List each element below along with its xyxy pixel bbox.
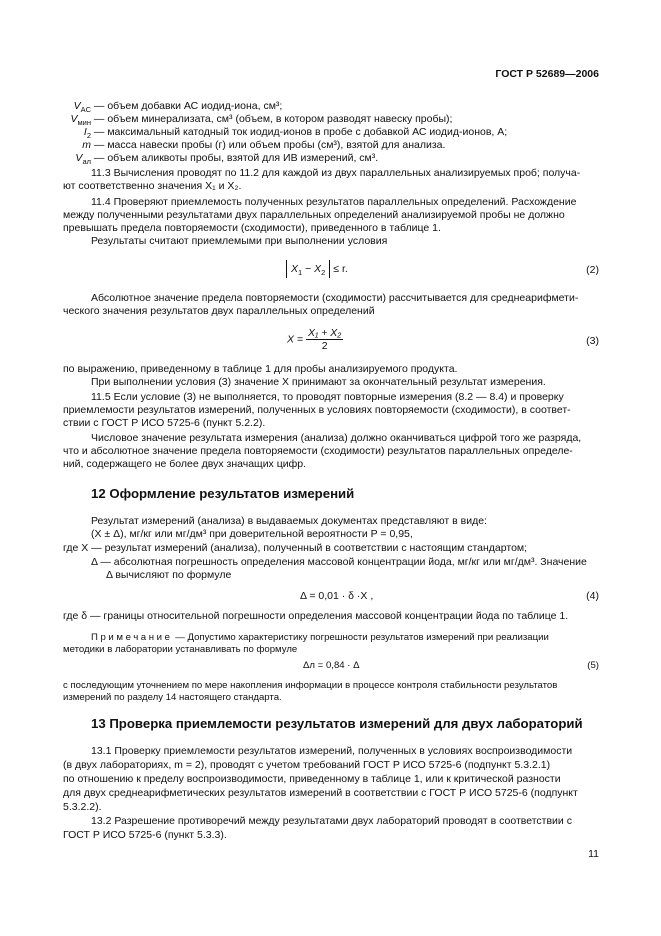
paragraph-11-4-line: между полученными результатами двух параллельных определений анализируемой пробы не должно bbox=[63, 209, 565, 221]
numeric-value-line: Числовое значение результата измерения (анализа) должно оканчиваться цифрой того же разряда, bbox=[91, 432, 582, 444]
definition-row bbox=[63, 113, 452, 127]
equation-5-number: (5) bbox=[587, 660, 599, 671]
definition-row bbox=[63, 139, 445, 153]
definition-symbol: $I_2$ bbox=[83, 126, 91, 141]
paragraph-11-4-line: 11.4 Проверяют приемлемость полученных результатов параллельных определений. Расхождение bbox=[91, 196, 577, 208]
numeric-value-line: что и абсолютное значение предела повторяемости (сходимости) результатов параллельных определе- bbox=[63, 445, 573, 457]
paragraph-13-2-line: ГОСТ Р ИСО 5725-6 (пункт 5.3.3). bbox=[63, 829, 227, 841]
definition-symbol: $V_{мин}$ bbox=[70, 113, 91, 128]
definition-row bbox=[63, 126, 507, 140]
equation-2: $X_1 - X_2 \le r$. bbox=[286, 260, 348, 278]
paragraph-13-1-line: по отношению к пределу воспроизводимости, приведенному в таблице 1, или к критической разности bbox=[63, 773, 561, 785]
equation-5: Δл = 0,84 · Δ bbox=[303, 660, 360, 671]
absolute-value-line: Абсолютное значение предела повторяемости (сходимости) рассчитывается для среднеарифмети- bbox=[91, 292, 579, 304]
equation-2-number: (2) bbox=[586, 264, 599, 276]
definition-text: — максимальный катодный ток иодид-ионов в пробе с добавкой АС иодид-ионов, А; bbox=[91, 126, 508, 138]
definition-symbol: m bbox=[82, 139, 91, 151]
delta-definition-line: где δ — границы относительной погрешности определения массовой концентрации йода по таблице 1. bbox=[63, 610, 569, 622]
definition-row bbox=[63, 152, 378, 166]
expression-line: по выражению, приведенному в таблице 1 для пробы анализируемого продукта. bbox=[63, 363, 458, 375]
standard-header: ГОСТ Р 52689—2006 bbox=[495, 68, 599, 80]
paragraph-11-5-line: 11.5 Если условие (3) не выполняется, то проводят повторные измерения (8.2 — 8.4) и проверку bbox=[91, 391, 564, 403]
paragraph-13-2-line: 13.2 Разрешение противоречий между результатами двух лабораторий проводят в соответствии с bbox=[91, 815, 572, 827]
definition-symbol: $V_{AC}$ bbox=[73, 100, 91, 115]
result-format-line: (X ± Δ), мг/кг или мг/дм³ при доверительной вероятности P = 0,95, bbox=[91, 528, 413, 540]
paragraph-13-1-line: 5.3.2.2). bbox=[63, 801, 102, 813]
equation-4: Δ = 0,01 · δ ·X , bbox=[300, 590, 374, 602]
definition-text: — объем минерализата, см³ (объем, в котором разводят навеску пробы); bbox=[91, 113, 453, 125]
paragraph-11-5-line: приемлемости результатов измерений, полученных в условиях повторяемости (сходимости), в соответ- bbox=[63, 404, 571, 416]
final-result-line: При выполнении условия (3) значение X принимают за окончательный результат измерения. bbox=[91, 376, 546, 388]
section-13-heading: 13 Проверка приемлемости результатов измерений для двух лабораторий bbox=[91, 716, 583, 731]
definition-row bbox=[63, 100, 282, 114]
paragraph-11-4-line: превышать предела повторяемости (сходимости), приведенного в таблице 1. bbox=[63, 222, 441, 234]
equation-3: X = $\frac{\text{X₁ + X₂}}{2}$ bbox=[287, 327, 342, 352]
absolute-value-line: ческого значения результатов двух параллельных определений bbox=[63, 305, 375, 317]
result-format-line: Результат измерений (анализа) в выдаваемых документах представляют в виде: bbox=[91, 515, 487, 527]
definition-text: — масса навески пробы (г) или объем пробы (см³), взятой для анализа. bbox=[91, 139, 446, 151]
paragraph-13-1-line: (в двух лабораториях, m = 2), проводят с учетом требований ГОСТ Р ИСО 5725-6 (подпункт 5.3.2.1) bbox=[63, 759, 551, 771]
numeric-value-line: ний, содержащего не более двух значащих цифр. bbox=[63, 458, 306, 470]
equation-3-number: (3) bbox=[586, 335, 599, 347]
note-after-line: измерений по разделу 14 настоящего стандарта. bbox=[63, 692, 282, 703]
paragraph-13-1-line: 13.1 Проверку приемлемости результатов измерений, полученных в условиях воспроизводимости bbox=[91, 745, 573, 757]
acceptance-condition-text: Результаты считают приемлемыми при выполнении условия bbox=[91, 235, 388, 247]
error-definition-line: Δ вычисляют по формуле bbox=[106, 569, 232, 581]
definition-symbol: $V_{ал}$ bbox=[75, 152, 91, 167]
section-12-heading: 12 Оформление результатов измерений bbox=[91, 486, 355, 501]
definition-text: — объем добавки АС иодид-иона, см³; bbox=[91, 100, 283, 112]
error-definition-line: Δ — абсолютная погрешность определения массовой концентрации йода, мг/кг или мг/дм³. Значение bbox=[91, 556, 587, 568]
note-text: — Допустимо характеристику погрешности результатов измерений при реализации bbox=[175, 632, 549, 643]
note-label: Примечание bbox=[91, 632, 173, 643]
note-after-line: с последующим уточнением по мере накопления информации в процессе контроля стабильности результатов bbox=[63, 680, 558, 691]
paragraph-11-5-line: ствии с ГОСТ Р ИСО 5725-6 (пункт 5.2.2). bbox=[63, 417, 266, 429]
paragraph-11-3-line: 11.3 Вычисления проводят по 11.2 для каждой из двух параллельных анализируемых проб; получа- bbox=[91, 167, 581, 179]
paragraph-11-3-line: ют соответственно значения X₁ и X₂. bbox=[63, 180, 242, 192]
equation-4-number: (4) bbox=[586, 590, 599, 602]
page-number: 11 bbox=[588, 848, 599, 860]
note-line: методики в лаборатории устанавливать по формуле bbox=[63, 644, 298, 655]
definition-text: — объем аликвоты пробы, взятой для ИВ измерений, см³. bbox=[91, 152, 379, 164]
result-definition-line: где X — результат измерений (анализа), полученный в соответствии с настоящим стандартом; bbox=[63, 542, 528, 554]
paragraph-13-1-line: для двух среднеарифметических результатов измерений в соответствии с ГОСТ Р ИСО 5725-6 (подпункт bbox=[63, 787, 578, 799]
